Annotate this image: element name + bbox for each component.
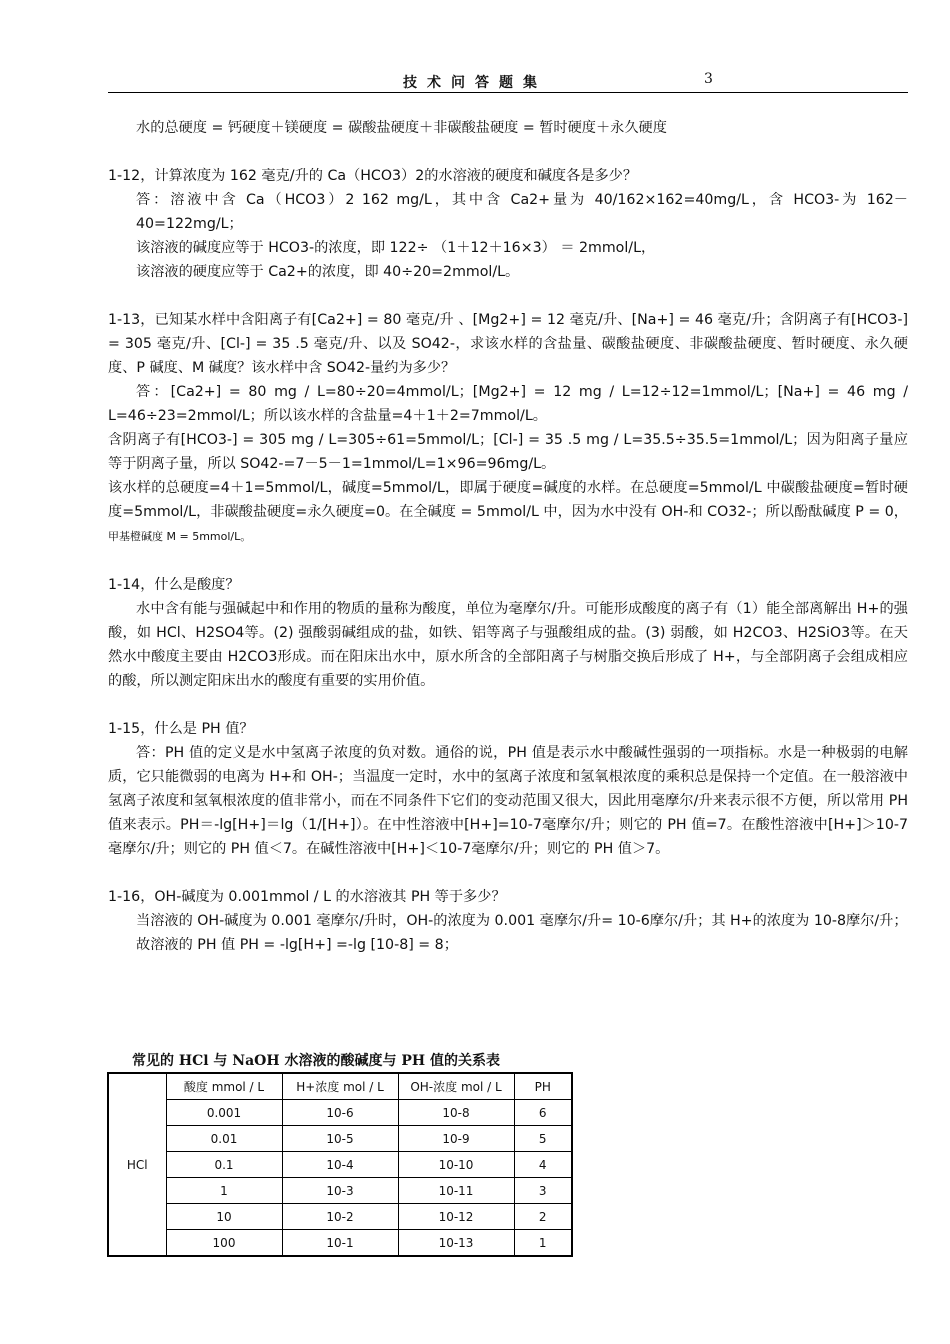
cell-oh-conc: 10-9 — [398, 1126, 514, 1152]
table-row — [108, 1126, 572, 1152]
q12-answer-3: 该溶液的硬度应等于 Ca2+的浓度，即 40÷20=2mmol/L。 — [136, 264, 520, 280]
q13-answer-3-main: 该水样的总硬度=4＋1=5mmol/L，碱度=5mmol/L，即属于硬度=碱度的水样。在总硬度=5mmol/L 中碳酸盐硬度=暂时硬度=5mmol/L，非碳酸盐硬度=永久硬度=0。在全碱度 = 5mmol/L 中，因为水中没有 OH-和 CO32-；所以酚酞碱度 P = 0， — [108, 480, 908, 520]
header-ph: PH — [514, 1073, 572, 1100]
cell-acidity: 10 — [166, 1204, 282, 1230]
cell-ph: 4 — [514, 1152, 572, 1178]
cell-acidity: 1 — [166, 1178, 282, 1204]
cell-ph: 1 — [514, 1230, 572, 1257]
cell-ph: 5 — [514, 1126, 572, 1152]
cell-h-conc: 10-6 — [282, 1100, 398, 1126]
q13-answer-1: 答：[Ca2+] = 80 mg / L=80÷20=4mmol/L；[Mg2+] = 12 mg / L=12÷12=1mmol/L；[Na+] = 46 mg / L=46÷23=2mmol/L；所以该水样的含盐量=4＋1＋2=7mmol/L。 — [108, 384, 908, 424]
header-rule — [108, 92, 908, 93]
table-header-row — [108, 1073, 572, 1100]
cell-acidity: 0.001 — [166, 1100, 282, 1126]
cell-h-conc: 10-5 — [282, 1126, 398, 1152]
page-number: 3 — [704, 71, 713, 87]
q13-answer-3 — [108, 476, 908, 549]
q15-question: 1-15，什么是 PH 值？ — [108, 721, 254, 737]
table-row — [108, 1152, 572, 1178]
table-caption: 常见的 HCl 与 NaOH 水溶液的酸碱度与 PH 值的关系表 — [132, 1053, 500, 1069]
q13-answer-2: 含阴离子有[HCO3-] = 305 mg / L=305÷61=5mmol/L；[Cl-] = 35 .5 mg / L=35.5÷35.5=1mmol/L；因为阳离子量应等于阴离子量，所以 SO42-=7－5－1=1mmol/L=1×96=96mg/L。 — [108, 432, 908, 472]
cell-ph: 2 — [514, 1204, 572, 1230]
q12-answer-1: 答：溶液中含 Ca（HCO3）2 162 mg/L，其中含 Ca2+量为 40/162×162=40mg/L，含 HCO3-为 162－40=122mg/L； — [136, 192, 908, 232]
cell-h-conc: 10-4 — [282, 1152, 398, 1178]
acid-ph-table — [107, 1072, 573, 1257]
cell-ph: 6 — [514, 1100, 572, 1126]
cell-acidity: 100 — [166, 1230, 282, 1257]
cell-oh-conc: 10-11 — [398, 1178, 514, 1204]
intro-formula: 水的总硬度 = 钙硬度＋镁硬度 = 碳酸盐硬度＋非碳酸盐硬度 = 暂时硬度＋永久硬度 — [136, 120, 667, 136]
header-acidity: 酸度 mmol / L — [166, 1073, 282, 1100]
cell-h-conc: 10-1 — [282, 1230, 398, 1257]
cell-oh-conc: 10-12 — [398, 1204, 514, 1230]
q16-question: 1-16，OH-碱度为 0.001mmol / L 的水溶液其 PH 等于多少？ — [108, 889, 506, 905]
cell-oh-conc: 10-8 — [398, 1100, 514, 1126]
document-body — [108, 116, 908, 957]
cell-h-conc: 10-3 — [282, 1178, 398, 1204]
cell-h-conc: 10-2 — [282, 1204, 398, 1230]
q14-question: 1-14，什么是酸度？ — [108, 577, 240, 593]
q16-answer-1: 当溶液的 OH-碱度为 0.001 毫摩尔/升时，OH-的浓度为 0.001 毫摩尔/升= 10-6摩尔/升；其 H+的浓度为 10-8摩尔/升； — [136, 913, 908, 929]
cell-acidity: 0.1 — [166, 1152, 282, 1178]
q13-question: 1-13，已知某水样中含阳离子有[Ca2+] = 80 毫克/升 、[Mg2+] = 12 毫克/升、[Na+] = 46 毫克/升；含阴离子有[HCO3-] = 305 毫克/升、[Cl-] = 35 .5 毫克/升、以及 SO42-，求该水样的含盐量、碳酸盐硬度、非碳酸盐硬度、暂时硬度、永久硬度、P 碱度、M 碱度？该水样中含 SO42-量约为多少？ — [108, 312, 908, 376]
header-h-conc: H+浓度 mol / L — [282, 1073, 398, 1100]
q15-answer: 答：PH 值的定义是水中氢离子浓度的负对数。通俗的说，PH 值是表示水中酸碱性强弱的一项指标。水是一种极弱的电解质，它只能微弱的电离为 H+和 OH-；当温度一定时，水中的氢离子浓度和氢氧根浓度的乘积总是保持一个定值。在一般溶液中氢离子浓度和氢氧根浓度的值非常小，而在不同条件下它们的变动范围又很大，因此用毫摩尔/升来表示很不方便，所以常用 PH 值来表示。PH＝-lg[H+]＝lg（1/[H+]）。在中性溶液中[H+]=10-7毫摩尔/升；则它的 PH 值=7。在酸性溶液中[H+]＞10-7毫摩尔/升；则它的 PH 值＜7。在碱性溶液中[H+]＜10-7毫摩尔/升；则它的 PH 值＞7。 — [108, 745, 908, 857]
header-oh-conc: OH-浓度 mol / L — [398, 1073, 514, 1100]
table-group-label: HCl — [108, 1073, 166, 1256]
cell-acidity: 0.01 — [166, 1126, 282, 1152]
q16-answer-2: 故溶液的 PH 值 PH = -lg[H+] =-lg [10-8] = 8； — [136, 937, 458, 953]
table-row — [108, 1230, 572, 1257]
table-row — [108, 1204, 572, 1230]
q12-question: 1-12，计算浓度为 162 毫克/升的 Ca（HCO3）2的水溶液的硬度和碱度各是多少？ — [108, 168, 638, 184]
q12-answer-2: 该溶液的碱度应等于 HCO3-的浓度，即 122÷ （1＋12＋16×3） ＝ 2mmol/L， — [136, 240, 656, 256]
cell-oh-conc: 10-13 — [398, 1230, 514, 1257]
header-title: 技术问答题集 — [403, 75, 547, 91]
cell-ph: 3 — [514, 1178, 572, 1204]
table-row — [108, 1178, 572, 1204]
q13-answer-3-tail: 甲基橙碱度 M = 5mmol/L。 — [108, 530, 252, 543]
q14-answer: 水中含有能与强碱起中和作用的物质的量称为酸度，单位为毫摩尔/升。可能形成酸度的离子有（1）能全部离解出 H+的强酸，如 HCl、H2SO4等。(2) 强酸弱碱组成的盐，如铁、铝等离子与强酸组成的盐。(3) 弱酸，如 H2CO3、H2SiO3等。在天然水中酸度主要由 H2CO3形成。而在阳床出水中，原水所含的全部阳离子与树脂交换后形成了 H+，与全部阴离子会组成相应的酸，所以测定阳床出水的酸度有重要的实用价值。 — [108, 601, 908, 689]
table-row — [108, 1100, 572, 1126]
cell-oh-conc: 10-10 — [398, 1152, 514, 1178]
